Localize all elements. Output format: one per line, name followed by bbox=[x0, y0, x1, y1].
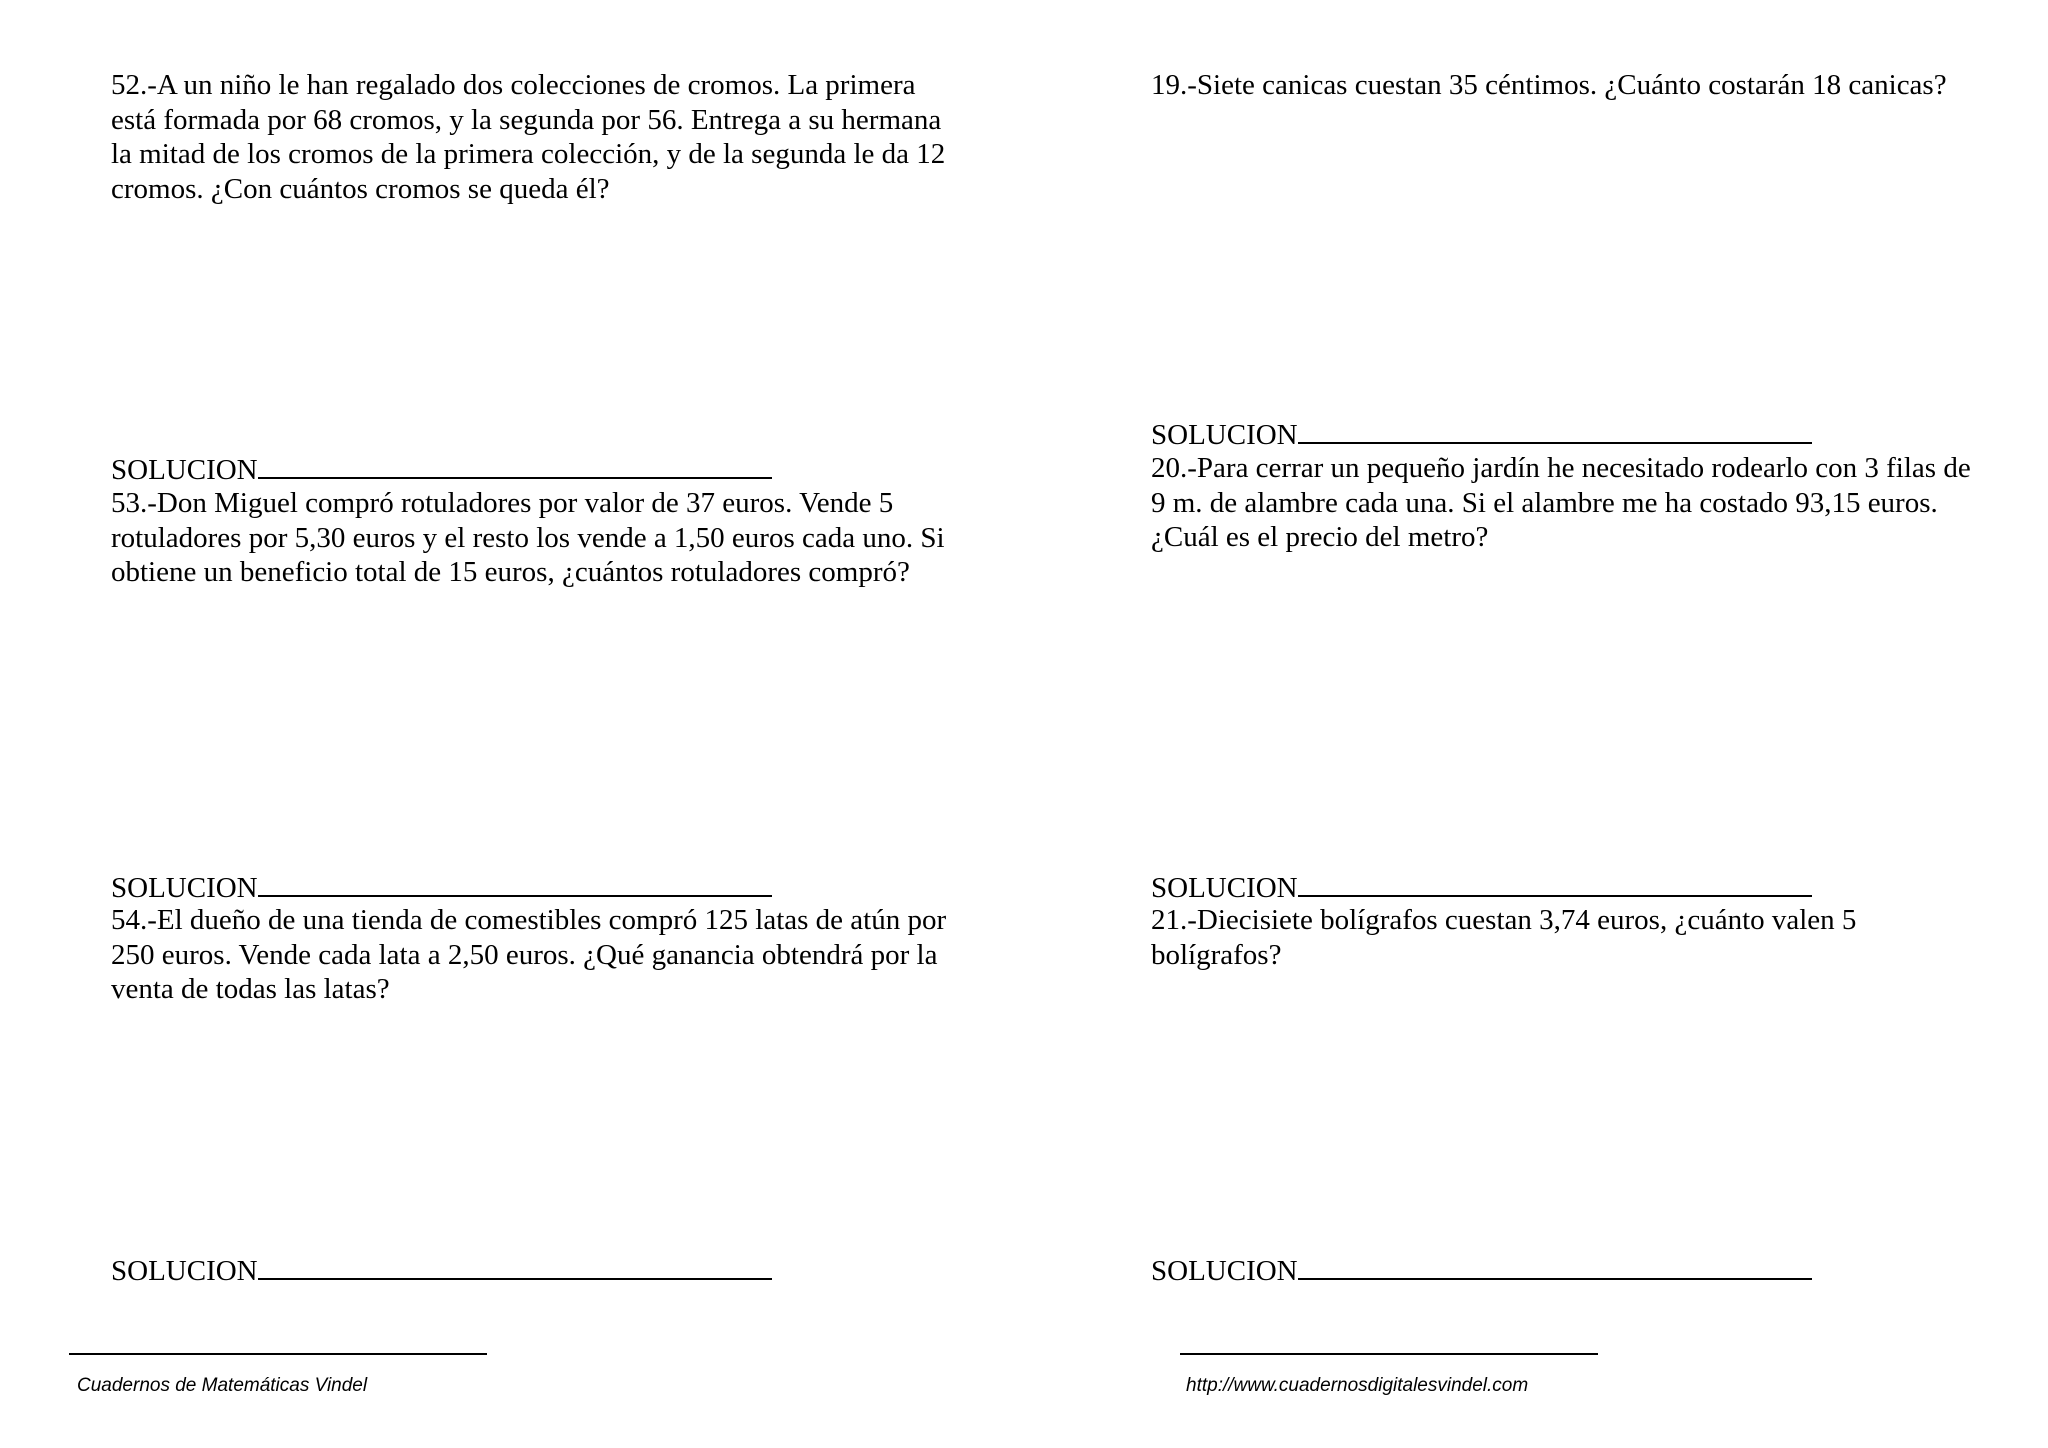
solution-line-19 bbox=[1151, 416, 1812, 453]
answer-blank[interactable] bbox=[258, 869, 772, 897]
problem-20: 20.-Para cerrar un pequeño jardín he necesitado rodearlo con 3 filas de 9 m. de alambre cada una. Si el alambre me ha costado 93,15 euros. ¿Cuál es el precio del metro? bbox=[1151, 452, 1971, 553]
footer-left-text: Cuadernos de Matemáticas Vindel bbox=[77, 1375, 368, 1396]
solution-line-54 bbox=[111, 1252, 772, 1289]
problem-53: 53.-Don Miguel compró rotuladores por valor de 37 euros. Vende 5 rotuladores por 5,30 euros y el resto los vende a 1,50 euros cada uno. Si obtiene un beneficio total de 15 euros, ¿cuántos rotuladores compró? bbox=[111, 487, 945, 588]
solution-label: SOLUCION bbox=[111, 872, 258, 904]
answer-blank[interactable] bbox=[1298, 869, 1812, 897]
answer-blank[interactable] bbox=[258, 451, 772, 479]
solution-label: SOLUCION bbox=[111, 1255, 258, 1287]
problem-54: 54.-El dueño de una tienda de comestibles compró 125 latas de atún por 250 euros. Vende cada lata a 2,50 euros. ¿Qué ganancia obtendrá por la venta de todas las latas? bbox=[111, 904, 947, 1005]
solution-label: SOLUCION bbox=[1151, 419, 1298, 451]
right-column bbox=[1151, 0, 2048, 1448]
problem-19: 19.-Siete canicas cuestan 35 céntimos. ¿Cuánto costarán 18 canicas? bbox=[1151, 69, 1947, 101]
footer-rule-left bbox=[69, 1353, 487, 1355]
solution-label: SOLUCION bbox=[1151, 1255, 1298, 1287]
answer-blank[interactable] bbox=[1298, 416, 1812, 444]
footer-right-link[interactable]: http://www.cuadernosdigitalesvindel.com bbox=[1186, 1375, 1529, 1396]
solution-label: SOLUCION bbox=[1151, 872, 1298, 904]
answer-blank[interactable] bbox=[1298, 1252, 1812, 1280]
solution-line-21 bbox=[1151, 1252, 1812, 1289]
solution-line-52 bbox=[111, 451, 772, 488]
solution-line-20 bbox=[1151, 869, 1812, 906]
problem-21: 21.-Diecisiete bolígrafos cuestan 3,74 euros, ¿cuánto valen 5 bolígrafos? bbox=[1151, 904, 1857, 971]
problem-52: 52.-A un niño le han regalado dos colecciones de cromos. La primera está formada por 68 cromos, y la segunda por 56. Entrega a su hermana la mitad de los cromos de la primera colección, y de la segunda le da 12 cromos. ¿Con cuántos cromos se queda él? bbox=[111, 69, 946, 205]
left-column bbox=[111, 0, 1011, 1448]
footer-rule-right bbox=[1180, 1353, 1598, 1355]
answer-blank[interactable] bbox=[258, 1252, 772, 1280]
solution-line-53 bbox=[111, 869, 772, 906]
solution-label: SOLUCION bbox=[111, 454, 258, 486]
